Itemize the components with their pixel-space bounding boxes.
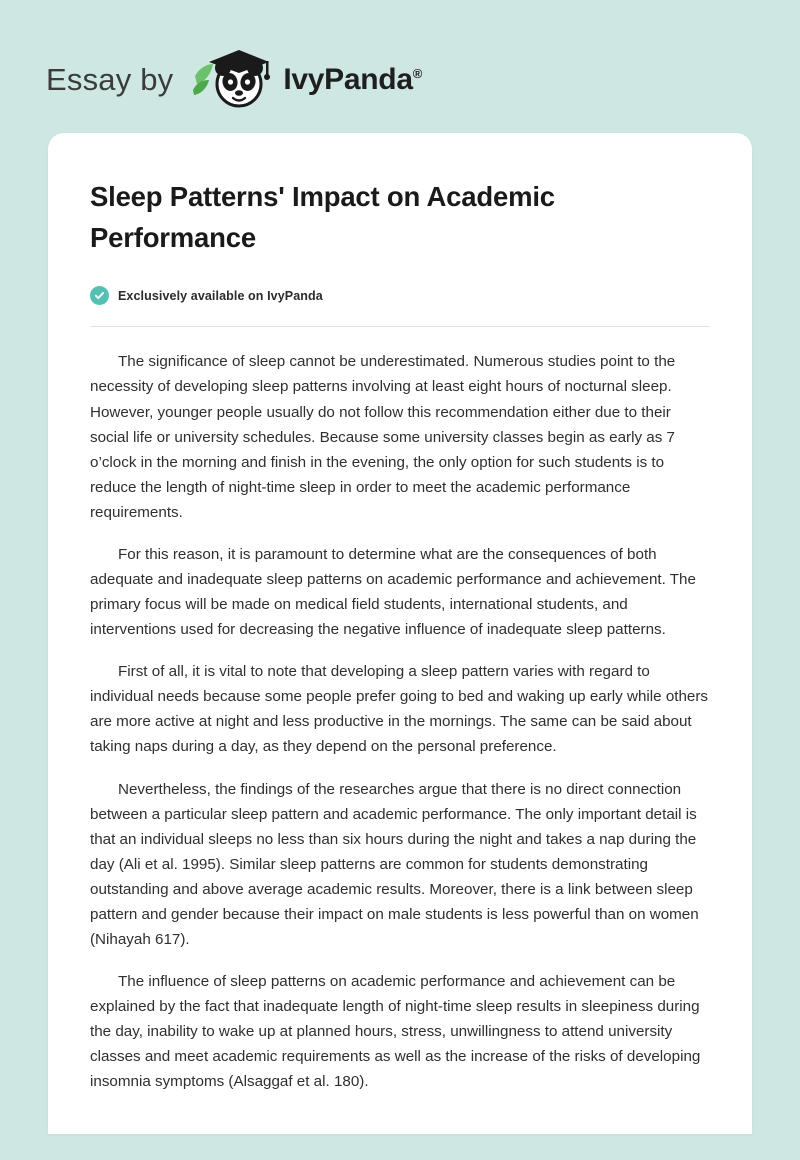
brand-name-text: IvyPanda <box>283 63 413 96</box>
document-body <box>90 327 710 1094</box>
page-title: Sleep Patterns' Impact on Academic Performance <box>90 181 555 253</box>
ivypanda-logo[interactable] <box>189 48 422 112</box>
paragraph: First of all, it is vital to note that developing a sleep pattern varies with regard to individual needs because some people prefer going to bed and waking up early while others are more active at night and less productive in the mornings. The same can be said about taking naps during a day, as they depend on the personal preference. <box>90 663 709 756</box>
paragraph: For this reason, it is paramount to determine what are the consequences of both adequate and inadequate sleep patterns on academic performance and achievement. The primary focus will be made on medical field students, international students, and interventions used for decreasing the negative influence of inadequate sleep patterns. <box>90 545 696 639</box>
exclusive-badge <box>90 286 710 305</box>
brand-name <box>283 63 422 97</box>
paragraph: Nevertheless, the findings of the researches argue that there is no direct connection between a particular sleep pattern and academic performance. The only important detail is that an individual sleeps no less than six hours during the night and takes a nap during the day (Ali et al. 1995). Similar sleep patterns are common for students demonstrating outstanding and above average academic results. Moreover, there is a link between sleep pattern and gender because their impact on male students is less powerful than on women (Nihayah 617). <box>90 780 699 949</box>
document-card <box>48 133 752 1134</box>
brand-header <box>0 0 800 120</box>
paragraph: The significance of sleep cannot be underestimated. Numerous studies point to the necessity of developing sleep patterns involving at least eight hours of nocturnal sleep. However, younger people usually do not follow this recommendation either due to their social life or university schedules. Because some university classes begin as early as 7 o’clock in the morning and finish in the evening, the only option for such students is to reduce the length of night-time sleep in order to meet the academic performance requirements. <box>90 353 676 521</box>
status-badge: Exclusively available on IvyPanda <box>118 288 323 303</box>
brand-trademark: ® <box>412 66 422 81</box>
paragraph: The influence of sleep patterns on academic performance and achievement can be explained by the fact that inadequate length of night-time sleep results in sleepiness during the day, inability to wake up at planned hours, stress, unwillingness to attend university classes and meet academic requirements as well as the increase of the risks of developing insomnia symptoms (Alsaggaf et al. 180). <box>90 973 701 1091</box>
panda-graduate-logo-icon <box>189 48 277 112</box>
check-circle-icon <box>90 286 109 305</box>
essay-by-label: Essay by <box>46 62 174 97</box>
